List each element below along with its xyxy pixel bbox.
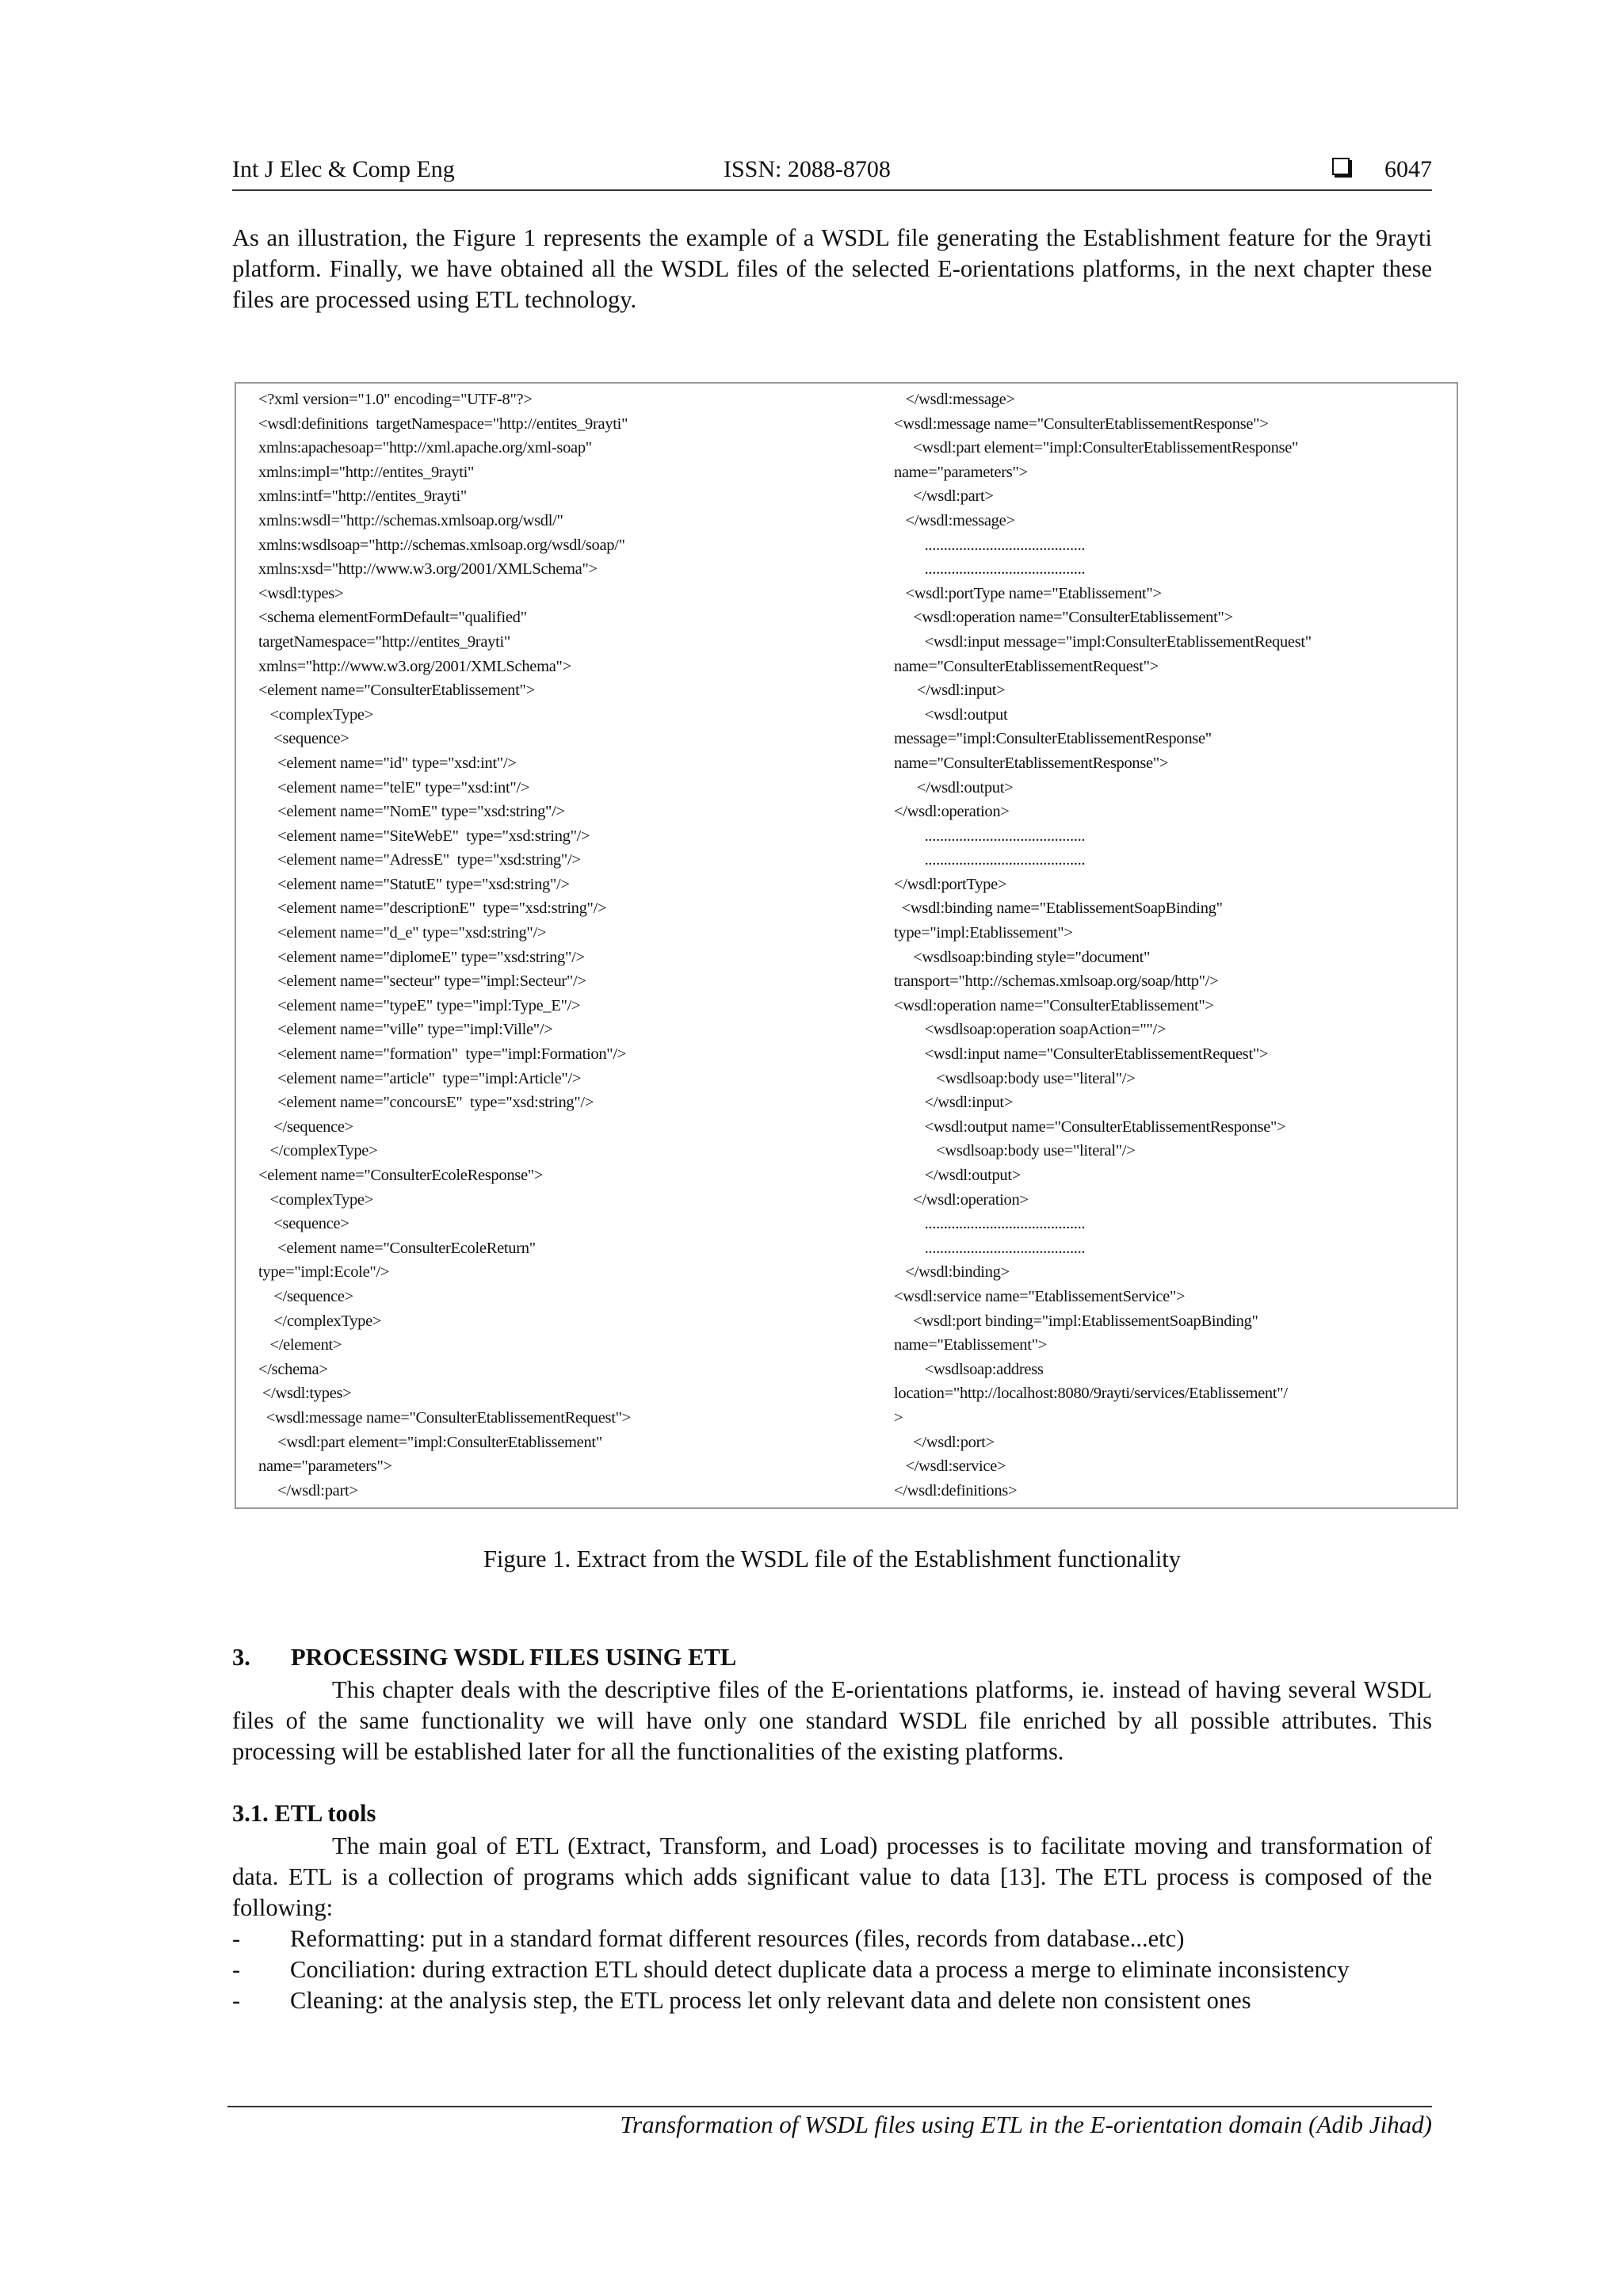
code-line: <wsdl:part element="impl:ConsulterEtablissement" [258, 1433, 602, 1451]
code-line: </wsdl:output> [894, 1167, 1022, 1184]
code-line: <element name="AdressE" type="xsd:string"/> [258, 851, 581, 869]
code-line: <wsdl:portType name="Etablissement"> [894, 584, 1162, 602]
section-3-1-paragraph: The main goal of ETL (Extract, Transform, and Load) processes is to facilitate moving and transformation of data. ETL is a collection of programs which adds significant value to data [13]. The ETL process is composed of the following: [232, 1832, 1432, 1921]
bullet-dash: - [232, 1987, 241, 2014]
page-number-group [1332, 156, 1432, 183]
code-line: </wsdl:part> [258, 1481, 358, 1499]
code-line: </wsdl:service> [894, 1457, 1006, 1476]
code-line: xmlns:apachesoap="http://xml.apache.org/xml-soap" [258, 439, 592, 457]
code-line: location="http://localhost:8080/9rayti/services/Etablissement"/ [894, 1385, 1288, 1403]
bullet-dash: - [232, 1956, 241, 1983]
code-line: <element name="d_e" type="xsd:string"/> [258, 924, 547, 942]
code-line: <element name="telE" type="xsd:int"/> [258, 778, 530, 797]
code-line: <?xml version="1.0" encoding="UTF-8"?> [258, 391, 533, 408]
code-line: .......................................... [894, 1239, 1086, 1257]
code-line: <element name="ConsulterEcoleReturn" [258, 1239, 536, 1257]
code-line: xmlns:xsd="http://www.w3.org/2001/XMLSchema"> [258, 560, 598, 579]
code-line: <element name="article" type="impl:Article"/> [258, 1069, 582, 1087]
code-column-right [894, 388, 1312, 1503]
code-line: name="ConsulterEtablissementRequest"> [894, 657, 1159, 675]
code-line: </wsdl:operation> [894, 1190, 1029, 1209]
code-line: type="impl:Etablissement"> [894, 924, 1073, 942]
section-3-heading [232, 1644, 736, 1671]
code-line: <element name="SiteWebE" type="xsd:string"/> [258, 827, 590, 845]
bullet-dash: - [232, 1925, 241, 1952]
code-line: </wsdl:portType> [894, 875, 1007, 893]
running-header [232, 153, 1432, 191]
code-line: <wsdl:part element="impl:ConsulterEtablissementResponse" [894, 439, 1299, 457]
running-footer: Transformation of WSDL files using ETL in the E-orientation domain (Adib Jihad) [620, 2111, 1432, 2138]
code-line: targetNamespace="http://entites_9rayti" [258, 632, 510, 651]
code-line: message="impl:ConsulterEtablissementResponse" [894, 730, 1212, 748]
code-line: <wsdlsoap:body use="literal"/> [894, 1069, 1136, 1087]
footer-rule [227, 2106, 1432, 2107]
code-line: <element name="secteur" type="impl:Secteur"/> [258, 972, 586, 991]
code-line: <wsdlsoap:operation soapAction=""/> [894, 1021, 1167, 1039]
etl-process-list [232, 1924, 1432, 2016]
code-line: <wsdl:port binding="impl:EtablissementSoapBinding" [894, 1312, 1258, 1330]
code-line: </wsdl:port> [894, 1433, 995, 1451]
issn: ISSN: 2088-8708 [724, 156, 891, 182]
code-line: <element name="concoursE" type="xsd:string"/> [258, 1094, 594, 1112]
code-line: <element name="id" type="xsd:int"/> [258, 754, 517, 772]
code-line: <wsdl:definitions targetNamespace="http://entites_9rayti" [258, 415, 628, 433]
code-line: xmlns:impl="http://entites_9rayti" [258, 463, 475, 481]
code-line: <wsdl:message name="ConsulterEtablissementResponse"> [894, 415, 1269, 433]
box-icon [1332, 158, 1350, 175]
code-line: .......................................... [894, 1215, 1086, 1233]
code-line: xmlns:wsdlsoap="http://schemas.xmlsoap.org/wsdl/soap/" [258, 536, 625, 554]
code-column-left [258, 388, 631, 1503]
code-line: </wsdl:message> [894, 511, 1015, 529]
code-line: <wsdl:input message="impl:ConsulterEtablissementRequest" [894, 632, 1312, 651]
subsection-title: ETL tools [274, 1800, 376, 1827]
code-line: </element> [258, 1336, 342, 1354]
section-3-paragraph: This chapter deals with the descriptive files of the E-orientations platforms, ie. instead of having several WSDL files of the same functionality we will have only one standard WSDL file enriched by all possible attributes. This processing will be established later for all the functionalities of the existing platforms. [232, 1676, 1432, 1765]
code-line: <schema elementFormDefault="qualified" [258, 609, 527, 627]
code-line: </schema> [258, 1360, 328, 1378]
code-line: <element name="descriptionE" type="xsd:string"/> [258, 900, 607, 918]
code-line: <wsdl:message name="ConsulterEtablissementRequest"> [258, 1408, 631, 1427]
figure-caption: Figure 1. Extract from the WSDL file of the Establishment functionality [483, 1545, 1182, 1572]
code-line: </wsdl:message> [894, 391, 1015, 408]
code-line: <element name="formation" type="impl:Formation"/> [258, 1045, 627, 1064]
section-3-1-heading [232, 1800, 376, 1828]
code-line: <wsdlsoap:body use="literal"/> [894, 1142, 1136, 1160]
code-line: <sequence> [258, 1215, 349, 1233]
code-line: name="parameters"> [894, 463, 1028, 481]
code-line: </sequence> [258, 1117, 353, 1136]
code-line: </wsdl:input> [894, 682, 1006, 700]
code-line: type="impl:Ecole"/> [258, 1263, 390, 1282]
code-line: xmlns:intf="http://entites_9rayti" [258, 487, 467, 506]
code-line: <wsdl:input name="ConsulterEtablissementRequest"> [894, 1045, 1269, 1064]
section-number: 3. [232, 1644, 250, 1671]
code-line: <element name="ConsulterEcoleResponse"> [258, 1167, 544, 1184]
code-line: name="Etablissement"> [894, 1336, 1047, 1354]
figure-1-box [235, 382, 1458, 1509]
code-line: <element name="ville" type="impl:Ville"/> [258, 1021, 553, 1039]
intro-paragraph: As an illustration, the Figure 1 represents the example of a WSDL file generating the Establishment feature for the 9rayti platform. Finally, we have obtained all the WSDL files of the selected E-orientations platforms, in the next chapter these files are processed using ETL technology. [232, 224, 1432, 313]
code-line: <wsdl:types> [258, 584, 344, 602]
subsection-number: 3.1. [232, 1800, 269, 1827]
code-line: .......................................... [894, 827, 1086, 845]
code-line: <element name="NomE" type="xsd:string"/> [258, 803, 565, 821]
code-line: </wsdl:definitions> [894, 1481, 1018, 1499]
code-line: <element name="ConsulterEtablissement"> [258, 682, 535, 700]
code-line: <wsdlsoap:binding style="document" [894, 948, 1151, 966]
page-number: 6047 [1384, 156, 1432, 182]
code-line: </wsdl:part> [894, 487, 994, 506]
code-line: name="parameters"> [258, 1457, 392, 1476]
code-line: <wsdl:output name="ConsulterEtablissementResponse"> [894, 1117, 1286, 1136]
code-line: .......................................... [894, 851, 1086, 869]
code-line: </complexType> [258, 1312, 382, 1330]
list-item-text: Reformatting: put in a standard format different resources (files, records from database...etc) [290, 1925, 1185, 1952]
code-line: </wsdl:input> [894, 1094, 1014, 1112]
code-line: <complexType> [258, 1190, 373, 1209]
code-line: </complexType> [258, 1142, 378, 1160]
code-line: .......................................... [894, 536, 1086, 554]
code-line: <complexType> [258, 705, 373, 724]
code-line: </wsdl:binding> [894, 1263, 1010, 1282]
code-line: <sequence> [258, 730, 349, 748]
section-title: PROCESSING WSDL FILES USING ETL [291, 1644, 737, 1671]
list-item [232, 1924, 1432, 1954]
code-line: <wsdl:service name="EtablissementService"> [894, 1287, 1186, 1305]
code-line: <wsdlsoap:address [894, 1360, 1044, 1378]
journal-name: Int J Elec & Comp Eng [232, 156, 455, 182]
code-line: <wsdl:binding name="EtablissementSoapBinding" [894, 900, 1223, 918]
code-line: transport="http://schemas.xmlsoap.org/soap/http"/> [894, 972, 1219, 991]
code-line: <element name="diplomeE" type="xsd:string"/> [258, 948, 585, 966]
code-line: </wsdl:operation> [894, 803, 1010, 821]
code-line: <wsdl:operation name="ConsulterEtablissement"> [894, 609, 1233, 627]
code-line: > [894, 1408, 903, 1427]
list-item [232, 1954, 1432, 1985]
code-line: <element name="StatutE" type="xsd:string"/> [258, 875, 570, 893]
list-item-text: Conciliation: during extraction ETL should detect duplicate data a process a merge to eliminate inconsistency [290, 1956, 1350, 1983]
code-line: </wsdl:types> [258, 1385, 352, 1403]
list-item [232, 1985, 1432, 2016]
code-line: </wsdl:output> [894, 778, 1014, 797]
code-line: .......................................... [894, 560, 1086, 579]
code-line: <element name="typeE" type="impl:Type_E"/> [258, 996, 581, 1014]
code-line: <wsdl:output [894, 705, 1008, 724]
list-item-text: Cleaning: at the analysis step, the ETL process let only relevant data and delete non consistent ones [290, 1987, 1251, 2014]
code-line: name="ConsulterEtablissementResponse"> [894, 754, 1169, 772]
code-line: xmlns:wsdl="http://schemas.xmlsoap.org/wsdl/" [258, 511, 563, 529]
code-line: <wsdl:operation name="ConsulterEtablissement"> [894, 996, 1214, 1014]
code-line: </sequence> [258, 1287, 353, 1305]
code-line: xmlns="http://www.w3.org/2001/XMLSchema"> [258, 657, 571, 675]
